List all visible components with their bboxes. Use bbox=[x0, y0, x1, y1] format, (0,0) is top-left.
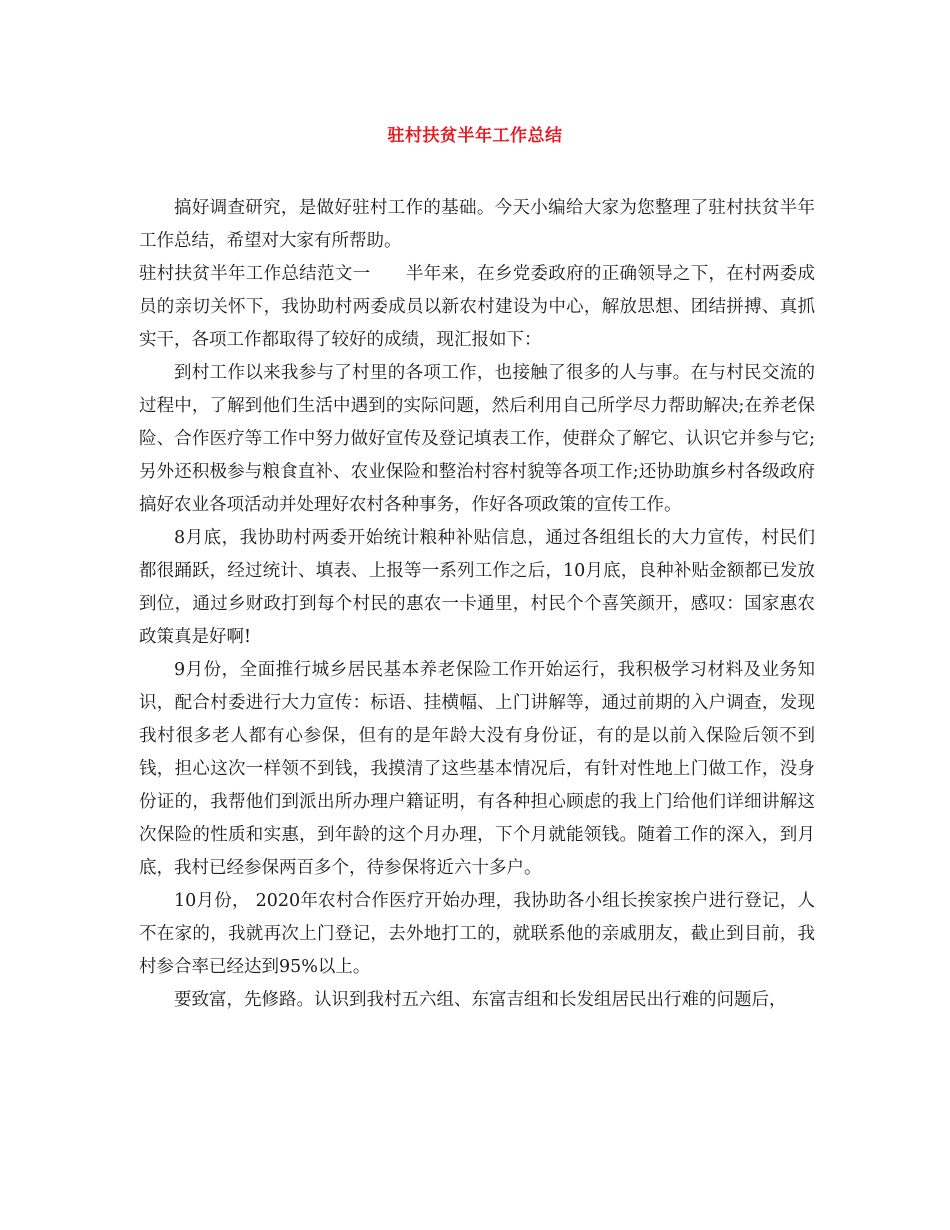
document-title: 驻村扶贫半年工作总结 bbox=[387, 126, 563, 146]
paragraph-october: 10月份， 2020年农村合作医疗开始办理，我协助各小组长挨家挨户进行登记，人不在家的，我就再次上门登记，去外地打工的，就联系他的亲戚朋友，截止到目前，我村参合率已经达到95%以上。 bbox=[139, 891, 815, 977]
paragraph-intro: 搞好调查研究，是做好驻村工作的基础。今天小编给大家为您整理了驻村扶贫半年工作总结，希望对大家有所帮助。 bbox=[139, 198, 815, 251]
paragraph-august: 8月底，我协助村两委开始统计粮种补贴信息，通过各组组长的大力宣传，村民们都很踊跃，经过统计、填表、上报等一系列工作之后，10月底，良种补贴金额都已发放到位，通过乡财政打到每个村民的惠农一卡通里，村民个个喜笑颜开，感叹：国家惠农政策真是好啊! bbox=[139, 528, 815, 647]
paragraph-september: 9月份，全面推行城乡居民基本养老保险工作开始运行，我积极学习材料及业务知识，配合村委进行大力宣传：标语、挂横幅、上门讲解等，通过前期的入户调查，发现我村很多老人都有心参保，但有的是年龄大没有身份证，有的是以前入保险后领不到钱，担心这次一样领不到钱，我摸清了这些基本情况后，有针对性地上门做工作，没身份证的，我帮他们到派出所办理户籍证明，有各种担心顾虑的我上门给他们详细讲解这次保险的性质和实惠，到年龄的这个月办理，下个月就能领钱。随着工作的深入，到月底，我村已经参保两百多个，待参保将近六十多户。 bbox=[139, 660, 815, 878]
paragraph-village-work: 到村工作以来我参与了村里的各项工作，也接触了很多的人与事。在与村民交流的过程中，了解到他们生活中遇到的实际问题，然后利用自己所学尽力帮助解决;在养老保险、合作医疗等工作中努力做好宣传及登记填表工作，使群众了解它、认识它并参与它;另外还积极参与粮食直补、农业保险和整治村容村貌等各项工作;还协助旗乡村各级政府搞好农业各项活动并处理好农村各种事务，作好各项政策的宣传工作。 bbox=[139, 363, 815, 515]
document-body bbox=[139, 192, 815, 1017]
paragraph-sample-one: 驻村扶贫半年工作总结范文一 半年来，在乡党委政府的正确领导之下，在村两委成员的亲切关怀下，我协助村两委成员以新农村建设为中心，解放思想、团结拼搏、真抓实干，各项工作都取得了较好的成绩，现汇报如下： bbox=[139, 264, 815, 350]
paragraph-roads: 要致富，先修路。认识到我村五六组、东富吉组和长发组居民出行难的问题后， bbox=[174, 990, 787, 1010]
